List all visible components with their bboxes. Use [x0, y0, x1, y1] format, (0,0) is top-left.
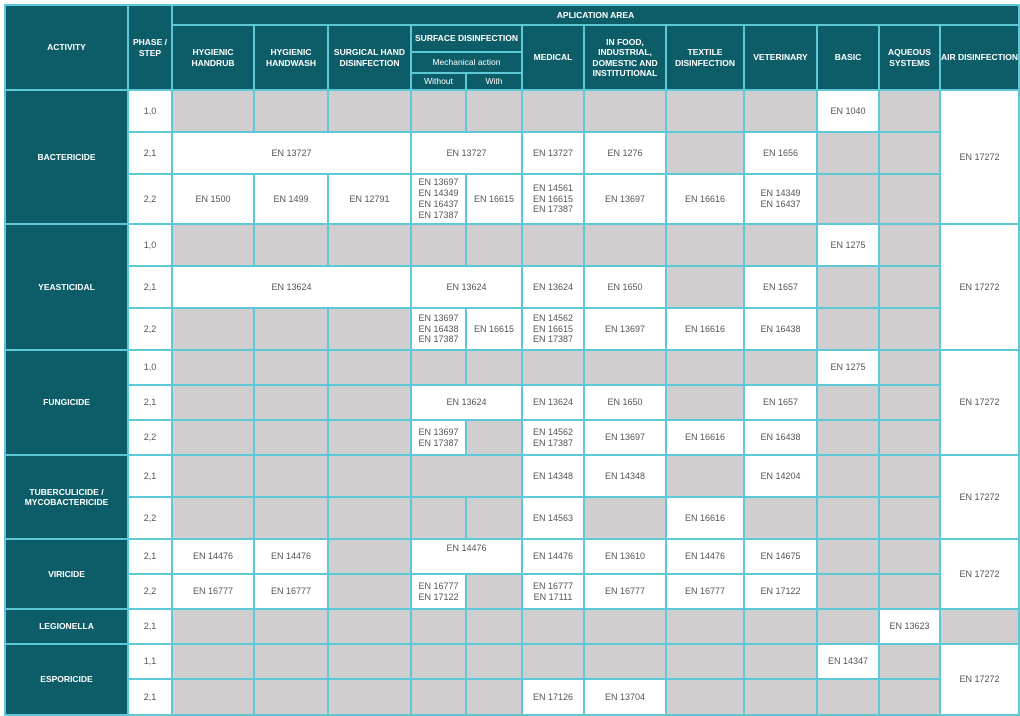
standard-cell: EN 1275 [818, 225, 878, 265]
activity-yeasticidal: YEASTICIDAL [6, 225, 127, 349]
empty-cell [173, 309, 253, 349]
empty-cell [585, 645, 665, 678]
standard-line: EN 14561 [532, 182, 574, 193]
empty-cell [173, 421, 253, 454]
header-activity: ACTIVITY [6, 6, 127, 89]
header-phase-step: PHASE / STEP [129, 6, 171, 89]
empty-cell [818, 421, 878, 454]
phase-cell: 2,2 [129, 421, 171, 454]
standard-cell: EN 1500 [173, 175, 253, 223]
standard-cell: EN 17272 [941, 645, 1018, 714]
standard-cell: EN 16777 [667, 575, 743, 608]
standard-line: EN 13697 [418, 312, 459, 323]
standard-line: EN 16437 [760, 199, 801, 209]
header-food: IN FOOD, INDUSTRIAL, DOMESTIC AND INSTITUTIONAL [585, 26, 665, 89]
empty-cell [255, 498, 327, 538]
standard-cell: EN 14476 [173, 540, 253, 573]
empty-cell [523, 610, 583, 643]
empty-cell [255, 610, 327, 643]
phase-cell: 2,1 [129, 680, 171, 714]
header-hygienic-handrub: HYGIENIC HANDRUB [173, 26, 253, 89]
header-surgical-hand: SURGICAL HAND DISINFECTION [329, 26, 410, 89]
empty-cell [667, 386, 743, 419]
empty-cell [467, 351, 521, 384]
empty-cell [667, 680, 743, 714]
standard-line: EN 16437 [418, 199, 459, 209]
empty-cell [329, 309, 410, 349]
empty-cell [173, 91, 253, 131]
empty-cell [412, 456, 521, 496]
empty-cell [467, 498, 521, 538]
empty-cell [467, 645, 521, 678]
header-without: Without [412, 74, 465, 89]
empty-cell [667, 133, 743, 173]
phase-cell: 2,1 [129, 133, 171, 173]
standard-cell: EN 13610 [585, 540, 665, 573]
standard-line: EN 17111 [533, 591, 573, 602]
standard-cell: EN 16616 [667, 421, 743, 454]
empty-cell [818, 575, 878, 608]
empty-cell [745, 91, 816, 131]
standard-line: EN 17387 [418, 209, 459, 220]
empty-cell [173, 386, 253, 419]
empty-cell [880, 175, 939, 223]
activity-viricide: VIRICIDE [6, 540, 127, 608]
empty-cell [523, 645, 583, 678]
empty-cell [667, 267, 743, 307]
empty-cell [412, 680, 465, 714]
empty-cell [745, 498, 816, 538]
standard-cell: EN 17272 [941, 456, 1018, 538]
empty-cell [880, 498, 939, 538]
standard-cell: EN 13624 [173, 267, 410, 307]
standard-cell: EN 16615 [467, 175, 521, 223]
empty-cell [667, 91, 743, 131]
empty-cell [412, 225, 465, 265]
empty-cell [255, 351, 327, 384]
activity-esporicide: ESPORICIDE [6, 645, 127, 714]
empty-cell [523, 225, 583, 265]
standard-cell: EN 17122 [745, 575, 816, 608]
standard-cell: EN 14476 [523, 540, 583, 573]
empty-cell [745, 225, 816, 265]
standard-list-cell [745, 175, 816, 223]
standard-cell: EN 13727 [412, 133, 521, 173]
empty-cell [173, 610, 253, 643]
standard-line: EN 13697 [418, 426, 459, 437]
empty-cell [412, 610, 465, 643]
standard-cell: EN 17126 [523, 680, 583, 714]
standard-list-cell [523, 309, 583, 349]
header-veterinary: VETERINARY [745, 26, 816, 89]
standard-cell: EN 1650 [585, 386, 665, 419]
empty-cell [412, 351, 465, 384]
standard-list-cell [523, 421, 583, 454]
empty-cell [412, 645, 465, 678]
standard-list-cell [412, 421, 465, 454]
empty-cell [255, 680, 327, 714]
activity-tuberculicide: TUBERCULICIDE / MYCOBACTERICIDE [6, 456, 127, 538]
standard-cell: EN 13727 [523, 133, 583, 173]
standard-cell: EN 14675 [745, 540, 816, 573]
empty-cell [818, 386, 878, 419]
standard-cell: EN 14563 [523, 498, 583, 538]
standard-line: EN 17387 [418, 334, 459, 345]
standard-cell: EN 16438 [745, 421, 816, 454]
empty-cell [329, 680, 410, 714]
standard-cell: EN 14204 [745, 456, 816, 496]
standard-list-cell [412, 575, 465, 608]
empty-cell [880, 540, 939, 573]
standard-cell: EN 1276 [585, 133, 665, 173]
header-surface-disinfection: SURFACE DISINFECTION [412, 26, 521, 51]
header-aqueous: AQUEOUS SYSTEMS [880, 26, 939, 89]
phase-cell: 2,1 [129, 540, 171, 573]
standard-cell: EN 16777 [255, 575, 327, 608]
header-hygienic-handwash: HYGIENIC HANDWASH [255, 26, 327, 89]
standard-cell: EN 17272 [941, 351, 1018, 454]
phase-cell: 1,1 [129, 645, 171, 678]
phase-cell: 1,0 [129, 91, 171, 131]
phase-cell: 2,1 [129, 456, 171, 496]
empty-cell [667, 610, 743, 643]
standard-line: EN 16615 [532, 323, 574, 334]
standard-line: EN 14349 [418, 188, 459, 199]
standard-list-cell [412, 309, 465, 349]
empty-cell [412, 91, 465, 131]
empty-cell [667, 225, 743, 265]
empty-cell [880, 421, 939, 454]
header-aplication-area: APLICATION AREA [173, 6, 1018, 24]
standard-line: EN 13697 [418, 177, 459, 188]
empty-cell [818, 680, 878, 714]
standard-cell: EN 13704 [585, 680, 665, 714]
empty-cell [667, 351, 743, 384]
empty-cell [523, 91, 583, 131]
empty-cell [880, 225, 939, 265]
empty-cell [585, 351, 665, 384]
standard-cell: EN 17272 [941, 225, 1018, 349]
empty-cell [880, 133, 939, 173]
empty-cell [329, 421, 410, 454]
standard-cell: EN 14476 [667, 540, 743, 573]
empty-cell [818, 267, 878, 307]
standard-cell: EN 1656 [745, 133, 816, 173]
empty-cell [818, 309, 878, 349]
empty-cell [173, 456, 253, 496]
empty-cell [818, 175, 878, 223]
standard-line: EN 14349 [760, 188, 801, 199]
empty-cell [880, 91, 939, 131]
activity-bactericide: BACTERICIDE [6, 91, 127, 223]
empty-cell [880, 386, 939, 419]
empty-cell [467, 225, 521, 265]
empty-cell [173, 351, 253, 384]
empty-cell [255, 225, 327, 265]
empty-cell [880, 575, 939, 608]
empty-cell [880, 456, 939, 496]
empty-cell [329, 498, 410, 538]
standard-line: EN 17387 [532, 204, 574, 215]
empty-cell [818, 498, 878, 538]
standard-cell: EN 17272 [941, 91, 1018, 223]
standard-cell: EN 14348 [523, 456, 583, 496]
standard-cell: EN 13623 [880, 610, 939, 643]
empty-cell [880, 645, 939, 678]
standard-cell: EN 1657 [745, 267, 816, 307]
empty-cell [173, 498, 253, 538]
standard-cell: EN 13624 [523, 267, 583, 307]
empty-cell [329, 645, 410, 678]
standard-line: EN 16438 [418, 323, 459, 334]
empty-cell [523, 351, 583, 384]
standard-cell: EN 1040 [818, 91, 878, 131]
standard-line: EN 16615 [532, 193, 574, 204]
empty-cell [329, 456, 410, 496]
empty-cell [818, 610, 878, 643]
empty-cell [255, 309, 327, 349]
activity-fungicide: FUNGICIDE [6, 351, 127, 454]
standard-line: EN 14562 [532, 312, 574, 323]
standard-cell: EN 14348 [585, 456, 665, 496]
standard-cell: EN 16777 [585, 575, 665, 608]
standard-line: EN 17387 [532, 437, 574, 448]
standard-cell: EN 13697 [585, 175, 665, 223]
activity-legionella: LEGIONELLA [6, 610, 127, 643]
phase-cell: 2,2 [129, 175, 171, 223]
empty-cell [255, 645, 327, 678]
empty-cell [467, 610, 521, 643]
standard-cell: EN 13624 [412, 386, 521, 419]
standard-cell: EN 16777 [173, 575, 253, 608]
empty-cell [880, 309, 939, 349]
standard-cell: EN 13624 [412, 267, 521, 307]
empty-cell [818, 456, 878, 496]
standard-cell: EN 16615 [467, 309, 521, 349]
standard-cell: EN 16616 [667, 309, 743, 349]
empty-cell [329, 386, 410, 419]
empty-cell [880, 267, 939, 307]
empty-cell [585, 498, 665, 538]
standard-cell: EN 14476 [255, 540, 327, 573]
standard-list-cell [523, 575, 583, 608]
empty-cell [255, 386, 327, 419]
header-medical: MEDICAL [523, 26, 583, 89]
empty-cell [329, 540, 410, 573]
empty-cell [745, 610, 816, 643]
phase-cell: 1,0 [129, 225, 171, 265]
empty-cell [173, 680, 253, 714]
empty-cell [329, 351, 410, 384]
empty-cell [255, 421, 327, 454]
standard-list-cell [523, 175, 583, 223]
standard-line: EN 17387 [532, 334, 574, 345]
standard-list-cell [412, 175, 465, 223]
standard-cell: EN 16616 [667, 498, 743, 538]
empty-cell [329, 91, 410, 131]
standard-cell: EN 13697 [585, 309, 665, 349]
empty-cell [745, 680, 816, 714]
header-with: With [467, 74, 521, 89]
header-air: AIR DISINFECTION [941, 26, 1018, 89]
empty-cell [173, 225, 253, 265]
empty-cell [173, 645, 253, 678]
standard-cell: EN 16438 [745, 309, 816, 349]
standard-cell: EN 13727 [173, 133, 410, 173]
phase-cell: 2,2 [129, 498, 171, 538]
standard-cell: EN 13624 [523, 386, 583, 419]
standard-line: EN 16777 [418, 580, 459, 591]
standard-cell: EN 14347 [818, 645, 878, 678]
empty-cell [412, 498, 465, 538]
empty-cell [880, 680, 939, 714]
empty-cell [329, 610, 410, 643]
standard-cell: EN 1650 [585, 267, 665, 307]
empty-cell [255, 456, 327, 496]
standard-line: EN 17122 [418, 591, 459, 602]
header-basic: BASIC [818, 26, 878, 89]
standard-cell: EN 17272 [941, 540, 1018, 608]
phase-cell: 2,1 [129, 610, 171, 643]
phase-cell: 2,2 [129, 575, 171, 608]
empty-cell [329, 575, 410, 608]
empty-cell [818, 133, 878, 173]
empty-cell [667, 645, 743, 678]
phase-cell: 2,1 [129, 267, 171, 307]
phase-cell: 1,0 [129, 351, 171, 384]
header-textile: TEXTILE DISINFECTION [667, 26, 743, 89]
standard-line: EN 16777 [532, 580, 574, 591]
standard-cell: EN 16616 [667, 175, 743, 223]
empty-cell [941, 610, 1018, 643]
empty-cell [585, 610, 665, 643]
empty-cell [880, 351, 939, 384]
standard-cell: EN 12791 [329, 175, 410, 223]
empty-cell [467, 421, 521, 454]
empty-cell [255, 91, 327, 131]
standard-line: EN 14562 [532, 426, 574, 437]
empty-cell [745, 645, 816, 678]
phase-cell: 2,2 [129, 309, 171, 349]
standard-cell: EN 1499 [255, 175, 327, 223]
empty-cell [329, 225, 410, 265]
header-mechanical-action: Mechanical action [412, 53, 521, 72]
standards-table [4, 4, 1020, 716]
empty-cell [745, 351, 816, 384]
empty-cell [667, 456, 743, 496]
standard-cell: EN 1275 [818, 351, 878, 384]
standard-cell: EN 14476 [412, 540, 521, 573]
standard-line: EN 17387 [418, 437, 459, 448]
empty-cell [818, 540, 878, 573]
empty-cell [585, 225, 665, 265]
empty-cell [467, 680, 521, 714]
standard-cell: EN 1657 [745, 386, 816, 419]
empty-cell [467, 575, 521, 608]
phase-cell: 2,1 [129, 386, 171, 419]
empty-cell [467, 91, 521, 131]
standard-cell: EN 13697 [585, 421, 665, 454]
empty-cell [585, 91, 665, 131]
